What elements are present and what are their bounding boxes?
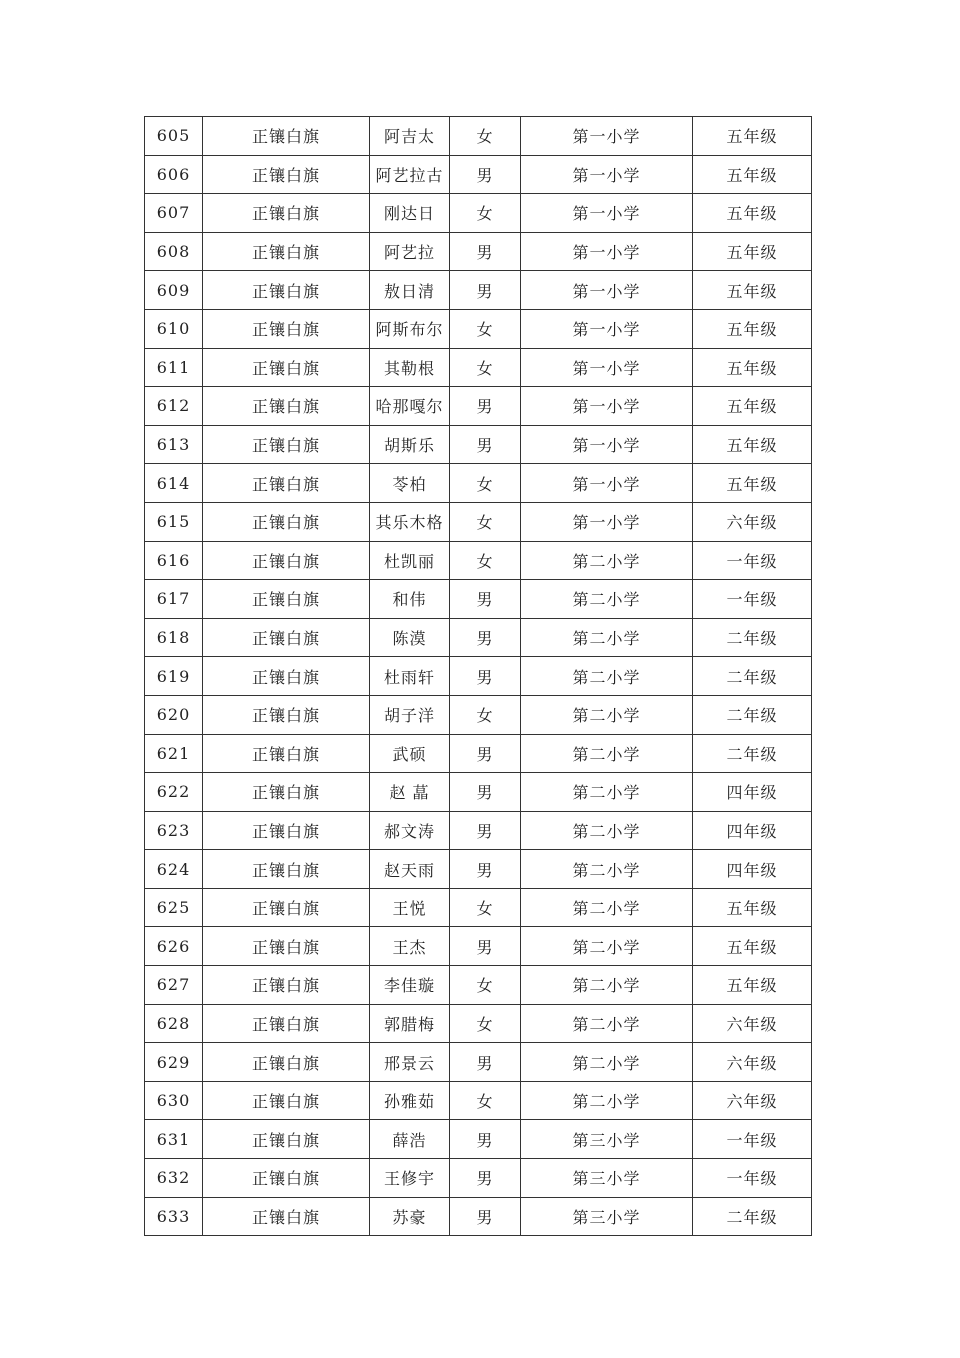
student-name-cell: 王修宇	[370, 1159, 450, 1198]
school-cell: 第一小学	[521, 309, 693, 348]
school-cell: 第一小学	[521, 117, 693, 156]
school-cell: 第一小学	[521, 155, 693, 194]
grade-cell: 一年级	[693, 580, 812, 619]
school-cell: 第二小学	[521, 541, 693, 580]
row-number-cell: 622	[145, 773, 203, 812]
school-cell: 第一小学	[521, 271, 693, 310]
gender-cell: 男	[450, 1043, 521, 1082]
row-number-cell: 608	[145, 232, 203, 271]
table-row	[145, 194, 812, 233]
gender-cell: 男	[450, 657, 521, 696]
banner-cell: 正镶白旗	[203, 695, 370, 734]
banner-cell: 正镶白旗	[203, 271, 370, 310]
banner-cell: 正镶白旗	[203, 155, 370, 194]
grade-cell: 五年级	[693, 966, 812, 1005]
table-row	[145, 657, 812, 696]
row-number-cell: 631	[145, 1120, 203, 1159]
row-number-cell: 606	[145, 155, 203, 194]
table-row	[145, 502, 812, 541]
school-cell: 第一小学	[521, 348, 693, 387]
grade-cell: 五年级	[693, 309, 812, 348]
row-number-cell: 621	[145, 734, 203, 773]
gender-cell: 男	[450, 773, 521, 812]
row-number-cell: 614	[145, 464, 203, 503]
banner-cell: 正镶白旗	[203, 1197, 370, 1236]
school-cell: 第二小学	[521, 580, 693, 619]
student-name-cell: 王杰	[370, 927, 450, 966]
table-row	[145, 117, 812, 156]
student-name-cell: 胡子洋	[370, 695, 450, 734]
grade-cell: 五年级	[693, 927, 812, 966]
gender-cell: 女	[450, 502, 521, 541]
gender-cell: 女	[450, 194, 521, 233]
banner-cell: 正镶白旗	[203, 618, 370, 657]
table-row	[145, 1120, 812, 1159]
grade-cell: 六年级	[693, 1081, 812, 1120]
banner-cell: 正镶白旗	[203, 1081, 370, 1120]
grade-cell: 二年级	[693, 618, 812, 657]
gender-cell: 女	[450, 1081, 521, 1120]
row-number-cell: 630	[145, 1081, 203, 1120]
banner-cell: 正镶白旗	[203, 1120, 370, 1159]
gender-cell: 女	[450, 117, 521, 156]
school-cell: 第二小学	[521, 618, 693, 657]
row-number-cell: 629	[145, 1043, 203, 1082]
row-number-cell: 617	[145, 580, 203, 619]
table-row	[145, 464, 812, 503]
gender-cell: 男	[450, 618, 521, 657]
student-name-cell: 其勒根	[370, 348, 450, 387]
school-cell: 第二小学	[521, 773, 693, 812]
banner-cell: 正镶白旗	[203, 850, 370, 889]
table-row	[145, 348, 812, 387]
grade-cell: 一年级	[693, 1159, 812, 1198]
row-number-cell: 613	[145, 425, 203, 464]
school-cell: 第二小学	[521, 927, 693, 966]
table-row	[145, 1159, 812, 1198]
grade-cell: 五年级	[693, 425, 812, 464]
roster-body	[145, 117, 812, 1236]
student-name-cell: 阿艺拉	[370, 232, 450, 271]
gender-cell: 女	[450, 464, 521, 503]
gender-cell: 男	[450, 811, 521, 850]
table-row	[145, 811, 812, 850]
student-name-cell: 孙雅茹	[370, 1081, 450, 1120]
grade-cell: 五年级	[693, 232, 812, 271]
student-name-cell: 杜雨轩	[370, 657, 450, 696]
gender-cell: 男	[450, 1159, 521, 1198]
student-name-cell: 哈那嘎尔	[370, 387, 450, 426]
row-number-cell: 618	[145, 618, 203, 657]
grade-cell: 五年级	[693, 271, 812, 310]
grade-cell: 二年级	[693, 1197, 812, 1236]
banner-cell: 正镶白旗	[203, 117, 370, 156]
school-cell: 第二小学	[521, 657, 693, 696]
table-row	[145, 232, 812, 271]
student-name-cell: 胡斯乐	[370, 425, 450, 464]
student-name-cell: 苏豪	[370, 1197, 450, 1236]
table-row	[145, 966, 812, 1005]
banner-cell: 正镶白旗	[203, 502, 370, 541]
grade-cell: 四年级	[693, 773, 812, 812]
table-row	[145, 271, 812, 310]
student-name-cell: 李佳璇	[370, 966, 450, 1005]
row-number-cell: 615	[145, 502, 203, 541]
banner-cell: 正镶白旗	[203, 464, 370, 503]
school-cell: 第三小学	[521, 1120, 693, 1159]
student-name-cell: 刚达日	[370, 194, 450, 233]
table-row	[145, 309, 812, 348]
student-name-cell: 薛浩	[370, 1120, 450, 1159]
school-cell: 第二小学	[521, 734, 693, 773]
banner-cell: 正镶白旗	[203, 734, 370, 773]
student-name-cell: 和伟	[370, 580, 450, 619]
row-number-cell: 625	[145, 888, 203, 927]
student-name-cell: 陈漠	[370, 618, 450, 657]
grade-cell: 四年级	[693, 811, 812, 850]
gender-cell: 男	[450, 425, 521, 464]
gender-cell: 男	[450, 734, 521, 773]
school-cell: 第一小学	[521, 232, 693, 271]
student-name-cell: 邢景云	[370, 1043, 450, 1082]
row-number-cell: 609	[145, 271, 203, 310]
school-cell: 第二小学	[521, 1043, 693, 1082]
table-row	[145, 734, 812, 773]
banner-cell: 正镶白旗	[203, 541, 370, 580]
school-cell: 第二小学	[521, 1081, 693, 1120]
banner-cell: 正镶白旗	[203, 773, 370, 812]
row-number-cell: 611	[145, 348, 203, 387]
gender-cell: 男	[450, 1197, 521, 1236]
banner-cell: 正镶白旗	[203, 811, 370, 850]
table-row	[145, 425, 812, 464]
student-roster-table	[144, 116, 812, 1236]
grade-cell: 五年级	[693, 387, 812, 426]
table-row	[145, 1081, 812, 1120]
table-row	[145, 1043, 812, 1082]
gender-cell: 男	[450, 232, 521, 271]
row-number-cell: 610	[145, 309, 203, 348]
school-cell: 第二小学	[521, 850, 693, 889]
grade-cell: 五年级	[693, 348, 812, 387]
school-cell: 第二小学	[521, 1004, 693, 1043]
student-name-cell: 苓柏	[370, 464, 450, 503]
gender-cell: 女	[450, 309, 521, 348]
grade-cell: 一年级	[693, 541, 812, 580]
gender-cell: 女	[450, 966, 521, 1005]
student-name-cell: 武硕	[370, 734, 450, 773]
banner-cell: 正镶白旗	[203, 309, 370, 348]
grade-cell: 二年级	[693, 657, 812, 696]
table-row	[145, 695, 812, 734]
row-number-cell: 620	[145, 695, 203, 734]
grade-cell: 五年级	[693, 464, 812, 503]
table-row	[145, 773, 812, 812]
grade-cell: 一年级	[693, 1120, 812, 1159]
student-name-cell: 阿斯布尔	[370, 309, 450, 348]
school-cell: 第一小学	[521, 425, 693, 464]
table-row	[145, 387, 812, 426]
banner-cell: 正镶白旗	[203, 1004, 370, 1043]
row-number-cell: 627	[145, 966, 203, 1005]
gender-cell: 男	[450, 155, 521, 194]
grade-cell: 六年级	[693, 1043, 812, 1082]
row-number-cell: 633	[145, 1197, 203, 1236]
row-number-cell: 619	[145, 657, 203, 696]
student-name-cell: 杜凯丽	[370, 541, 450, 580]
row-number-cell: 607	[145, 194, 203, 233]
gender-cell: 女	[450, 348, 521, 387]
table-row	[145, 850, 812, 889]
banner-cell: 正镶白旗	[203, 966, 370, 1005]
grade-cell: 二年级	[693, 695, 812, 734]
banner-cell: 正镶白旗	[203, 657, 370, 696]
school-cell: 第二小学	[521, 888, 693, 927]
school-cell: 第一小学	[521, 464, 693, 503]
student-name-cell: 其乐木格	[370, 502, 450, 541]
row-number-cell: 632	[145, 1159, 203, 1198]
banner-cell: 正镶白旗	[203, 194, 370, 233]
grade-cell: 五年级	[693, 155, 812, 194]
gender-cell: 男	[450, 580, 521, 619]
gender-cell: 女	[450, 695, 521, 734]
row-number-cell: 605	[145, 117, 203, 156]
school-cell: 第一小学	[521, 194, 693, 233]
gender-cell: 女	[450, 1004, 521, 1043]
banner-cell: 正镶白旗	[203, 387, 370, 426]
table-row	[145, 888, 812, 927]
row-number-cell: 612	[145, 387, 203, 426]
gender-cell: 男	[450, 850, 521, 889]
grade-cell: 四年级	[693, 850, 812, 889]
gender-cell: 男	[450, 271, 521, 310]
row-number-cell: 628	[145, 1004, 203, 1043]
grade-cell: 五年级	[693, 888, 812, 927]
student-name-cell: 阿艺拉古	[370, 155, 450, 194]
student-name-cell: 王悦	[370, 888, 450, 927]
school-cell: 第一小学	[521, 387, 693, 426]
school-cell: 第二小学	[521, 695, 693, 734]
row-number-cell: 623	[145, 811, 203, 850]
banner-cell: 正镶白旗	[203, 1159, 370, 1198]
table-row	[145, 618, 812, 657]
row-number-cell: 616	[145, 541, 203, 580]
table-row	[145, 1004, 812, 1043]
banner-cell: 正镶白旗	[203, 888, 370, 927]
banner-cell: 正镶白旗	[203, 580, 370, 619]
student-name-cell: 敖日清	[370, 271, 450, 310]
student-name-cell: 赵 蕌	[370, 773, 450, 812]
grade-cell: 二年级	[693, 734, 812, 773]
grade-cell: 六年级	[693, 1004, 812, 1043]
student-name-cell: 赵天雨	[370, 850, 450, 889]
gender-cell: 男	[450, 387, 521, 426]
grade-cell: 六年级	[693, 502, 812, 541]
banner-cell: 正镶白旗	[203, 927, 370, 966]
student-name-cell: 阿吉太	[370, 117, 450, 156]
school-cell: 第二小学	[521, 966, 693, 1005]
school-cell: 第一小学	[521, 502, 693, 541]
table-row	[145, 1197, 812, 1236]
banner-cell: 正镶白旗	[203, 348, 370, 387]
gender-cell: 女	[450, 541, 521, 580]
student-name-cell: 郝文涛	[370, 811, 450, 850]
table-row	[145, 580, 812, 619]
banner-cell: 正镶白旗	[203, 1043, 370, 1082]
school-cell: 第二小学	[521, 811, 693, 850]
gender-cell: 男	[450, 927, 521, 966]
banner-cell: 正镶白旗	[203, 232, 370, 271]
table-row	[145, 155, 812, 194]
school-cell: 第三小学	[521, 1159, 693, 1198]
table-row	[145, 541, 812, 580]
school-cell: 第三小学	[521, 1197, 693, 1236]
row-number-cell: 626	[145, 927, 203, 966]
gender-cell: 男	[450, 1120, 521, 1159]
banner-cell: 正镶白旗	[203, 425, 370, 464]
row-number-cell: 624	[145, 850, 203, 889]
grade-cell: 五年级	[693, 117, 812, 156]
student-name-cell: 郭腊梅	[370, 1004, 450, 1043]
gender-cell: 女	[450, 888, 521, 927]
table-row	[145, 927, 812, 966]
grade-cell: 五年级	[693, 194, 812, 233]
